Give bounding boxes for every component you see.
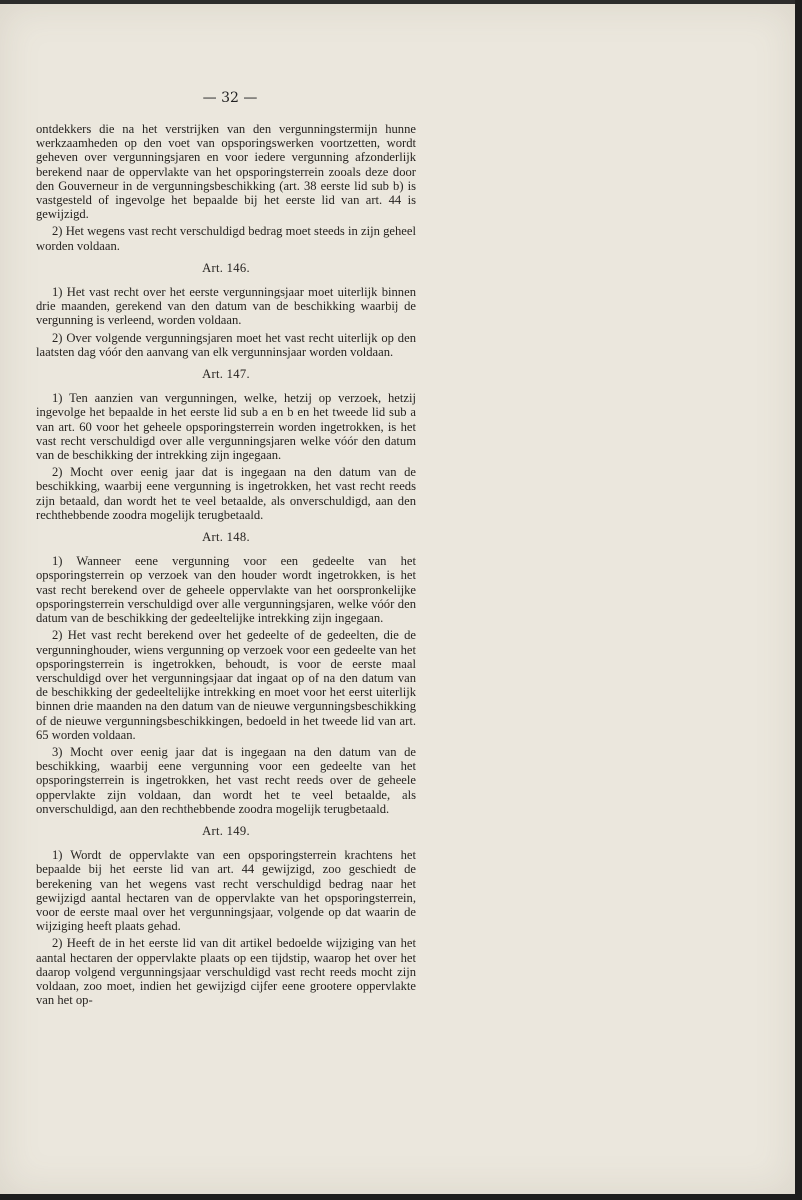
article-147-paragraph-2: 2) Mocht over eenig jaar dat is ingegaan na den datum van de beschikking, waarbij eene vergunning is ingetrokken, het vast recht reeds zijn betaald, dan wordt het te veel betaalde, als onverschuldigd, aan den rechthebbende zoodra mogelijk terugbetaald.	[36, 465, 416, 522]
document-page	[0, 4, 795, 1194]
scan-edge-right	[795, 0, 802, 1200]
article-146-paragraph-2: 2) Over volgende vergunningsjaren moet het vast recht uiterlijk op den laatsten dag vóór den aanvang van elk vergunninsjaar worden voldaan.	[36, 330, 416, 359]
article-146-paragraph-1: 1) Het vast recht over het eerste vergunningsjaar moet uiterlijk binnen drie maanden, gerekend van den datum van de beschikking waarbij de vergunning is verleend, worden voldaan.	[36, 285, 416, 328]
intro-paragraph-2: 2) Het wegens vast recht verschuldigd bedrag moet steeds in zijn geheel worden voldaan.	[36, 224, 416, 253]
article-149-paragraph-1: 1) Wordt de oppervlakte van een opsporingsterrein krachtens het bepaalde bij het eerste lid van art. 44 gewijzigd, zoo geschiedt de berekening van het wegens vast recht verschuldigd bedrag naar het gewijzigd aantal hectaren van de oppervlakte van het opsporingsterrein, voor de eerste maal over het vergunningsjaar, volgende op dat waarin de wijziging heeft plaats gehad.	[36, 848, 416, 934]
intro-paragraph-1: ontdekkers die na het verstrijken van den vergunningstermijn hunne werkzaamheden op den voet van opsporingswerken voortzetten, wordt geheven over vergunningsjaren en voor iedere vergunning afzonderlijk berekend naar de oppervlakte van het opsporingsterrein zooals deze door den Gouverneur in de vergunningsbeschikking (art. 38 eerste lid sub b) is vastgesteld of ingevolge het bepaalde bij het eerste lid van art. 44 is gewijzigd.	[36, 122, 416, 222]
article-148-heading: Art. 148.	[202, 530, 250, 545]
article-146-heading: Art. 146.	[202, 260, 250, 275]
page-number: — 32 —	[202, 90, 258, 106]
article-147-heading: Art. 147.	[202, 367, 250, 382]
article-148-paragraph-2: 2) Het vast recht berekend over het gedeelte of de gedeelten, die de vergunninghouder, wiens vergunning op verzoek voor een gedeelte van het opsporingsterrein is ingetrokken, behoudt, is voor de eerste maal verschuldigd over het vergunningsjaar dat ingaat op of na den datum van de beschikking der gedeeltelijke intrekking en moet voor het eerst uiterlijk binnen drie maanden na den datum van de nieuwe vergunningsbeschikking of de nieuwe vergunningsbeschikkingen, bedoeld in het tweede lid van art. 65 worden voldaan.	[36, 628, 416, 742]
article-149-heading: Art. 149.	[202, 823, 250, 838]
text-column	[36, 122, 416, 1010]
article-148-paragraph-3: 3) Mocht over eenig jaar dat is ingegaan na den datum van de beschikking, waarbij eene vergunning voor een gedeelte van het opsporingsterrein is ingetrokken, het vast recht reeds over de geheele oppervlakte zijn voldaan, dan wordt het te veel betaalde, als onverschuldigd, aan den rechthebbende zoodra mogelijk terugbetaald.	[36, 744, 416, 816]
article-148-paragraph-1: 1) Wanneer eene vergunning voor een gedeelte van het opsporingsterrein op verzoek van den houder wordt ingetrokken, is het vast recht berekend over de geheele oppervlakte van het oorspronkelijke opsporingsterrein verschuldigd over alle vergunningsjaren, welke vóór den datum van de beschikking der gedeeltelijke intrekking zijn ingegaan.	[36, 554, 416, 626]
scan-edge-bottom	[0, 1194, 802, 1200]
article-149-paragraph-2: 2) Heeft de in het eerste lid van dit artikel bedoelde wijziging van het aantal hectaren der oppervlakte plaats op een tijdstip, waarop het over het daarop volgend vergunningsjaar verschuldigd vast recht reeds mocht zijn voldaan, zoo moet, indien het gewijzigd cijfer eene grootere oppervlakte van het op-	[36, 936, 416, 1008]
article-147-paragraph-1: 1) Ten aanzien van vergunningen, welke, hetzij op verzoek, hetzij ingevolge het bepaalde in het eerste lid sub a en b en het tweede lid sub a van art. 60 voor het geheele opsporingsterrein worden ingetrokken, is het vast recht verschuldigd over alle vergunningsjaren welke vóór den datum van de beschikking der intrekking zijn ingegaan.	[36, 391, 416, 463]
